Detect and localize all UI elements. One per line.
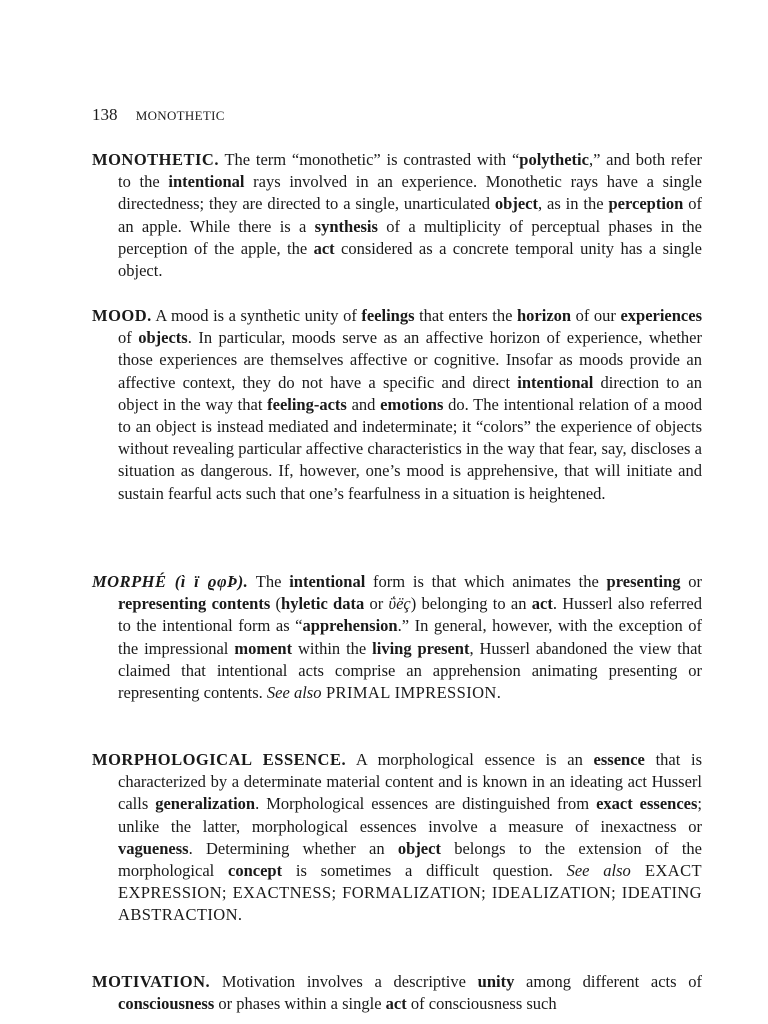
entry-morphological-essence [92,749,702,927]
cross-reference-term: consciousness [118,994,215,1014]
italic-run: ΰëç [388,594,411,614]
cross-reference-term: apprehension [302,616,398,636]
entry-headword: MOOD. [92,306,152,325]
cross-reference-term: moment [234,638,293,658]
cross-reference-term: vagueness [118,838,189,858]
entry-monothetic [92,149,702,282]
entry-mood [92,305,702,505]
cross-reference-term: representing contents [118,594,271,614]
see-also-refs: EXACT EXPRESSION; EXACTNESS; FORMALIZATION; IDEALIZATION; IDEATING ABSTRACTION. [118,861,702,925]
text-run: belongs to the extension of the morphological [118,838,703,881]
italic-run: See also [266,683,322,703]
italic-run: See also [566,861,631,881]
cross-reference-term: unity [477,972,515,991]
text-run: do. The intentional relation of a mood to an object is instead mediated and indeterminate; it “colors” the experience of objects without revealing particular affective characteristics in the way that fear, say, discloses a situation as dangerous. If, however, one’s mood is apprehensive, that will initiate and sustain fearful acts such that one’s fearfulness in a situation is heightened. [118,394,702,503]
text-run: . Determining whether an [188,838,398,858]
running-head: MONOTHETIC [135,108,225,123]
text-run: of [118,328,139,348]
text-run: of a multiplicity of perceptual phases in the perception of the apple, the [118,216,702,258]
cross-reference-term: horizon [516,306,572,325]
cross-reference-term: emotions [380,394,444,414]
text-run: ,” and both refer to the [118,150,702,192]
cross-reference-term: intentional [289,572,366,591]
text-run: The [248,572,290,591]
cross-reference-term: intentional [517,372,594,392]
text-run: among different acts of [514,972,702,991]
cross-reference-term: object [494,194,538,214]
text-run: . Morphological essences are distinguished from [255,794,597,814]
entry-morphe [92,571,702,704]
cross-reference-term: polythetic [519,150,589,169]
entry-headword: MORPHOLOGICAL ESSENCE. [92,750,347,769]
cross-reference-term: act [385,994,407,1014]
text-run: and [346,394,381,414]
cross-reference-term: objects [138,328,188,348]
cross-reference-term: synthesis [314,216,378,236]
text-run: is sometimes a difficult question. [282,861,567,881]
cross-reference-term: act [313,238,335,258]
entry-headword: MOTIVATION. [92,972,211,991]
text-run: form is that which animates the [365,572,607,591]
text-run: that enters the [414,306,517,325]
cross-reference-term: object [397,838,441,858]
text-run: rays involved in an experience. Monothetic rays have a single directedness; they are directed to a single, unarticulated [118,172,703,214]
cross-reference-term: living present [372,638,470,658]
cross-reference-term: essence [593,750,645,769]
cross-reference-term: exact essences [596,794,698,814]
text-run: , Husserl abandoned the view that claimed that intentional acts comprise an apprehension animating presenting or representing contents. [118,638,703,703]
text-run: ) belonging to an [410,594,532,614]
entry-motivation [92,971,702,1015]
page-number: 138 [92,105,118,124]
entry-headword: MONOTHETIC. [92,150,219,169]
cross-reference-term: act [531,594,553,614]
text-run: or phases within a single [214,994,386,1014]
cross-reference-term: concept [228,861,283,881]
text-run: that is characterized by a determinate material content and is known in an ideating act Husserl calls [118,750,703,814]
text-run: or [364,594,389,614]
cross-reference-term: experiences [620,306,702,325]
cross-reference-term: generalization [155,794,256,814]
text-run: of an apple. While there is a [118,194,702,236]
text-run: of consciousness such [406,994,557,1014]
cross-reference-term: intentional [168,172,245,192]
text-run: , as in the [537,194,609,214]
text-run: or [680,572,703,591]
text-run: within the [292,638,373,658]
text-run: . In particular, moods serve as an affective horizon of experience, whether those experiences are themselves affective or cognitive. Insofar as moods provide an affective context, they do not have a specific and direct [118,328,702,392]
cross-reference-term: hyletic data [281,594,365,614]
entry-headword: MORPHÉ (ì ï ϱφÞ). [92,572,249,591]
cross-reference-term: feelings [361,306,415,325]
text-run: A mood is a synthetic unity of [151,306,362,325]
cross-reference-term: feeling-acts [267,394,347,414]
cross-reference-term: presenting [606,572,681,591]
text-run: .” In general, however, with the exception of the impressional [118,616,703,658]
running-header [92,104,225,127]
text-run: ( [270,594,282,614]
text-run: ; unlike the latter, morphological essences involve a measure of inexactness or [118,794,702,836]
text-run: . Husserl also referred to the intentional form as “ [118,594,702,636]
text-run: of our [571,306,621,325]
see-also-refs: PRIMAL IMPRESSION. [321,683,502,703]
text-run: The term “monothetic” is contrasted with “ [218,150,520,169]
text-run: A morphological essence is an [346,750,594,769]
text-run: Motivation involves a descriptive [210,972,478,991]
text-run: direction to an object in the way that [118,372,702,414]
cross-reference-term: perception [608,194,684,214]
text-run: considered as a concrete temporal unity has a single object. [118,238,702,281]
